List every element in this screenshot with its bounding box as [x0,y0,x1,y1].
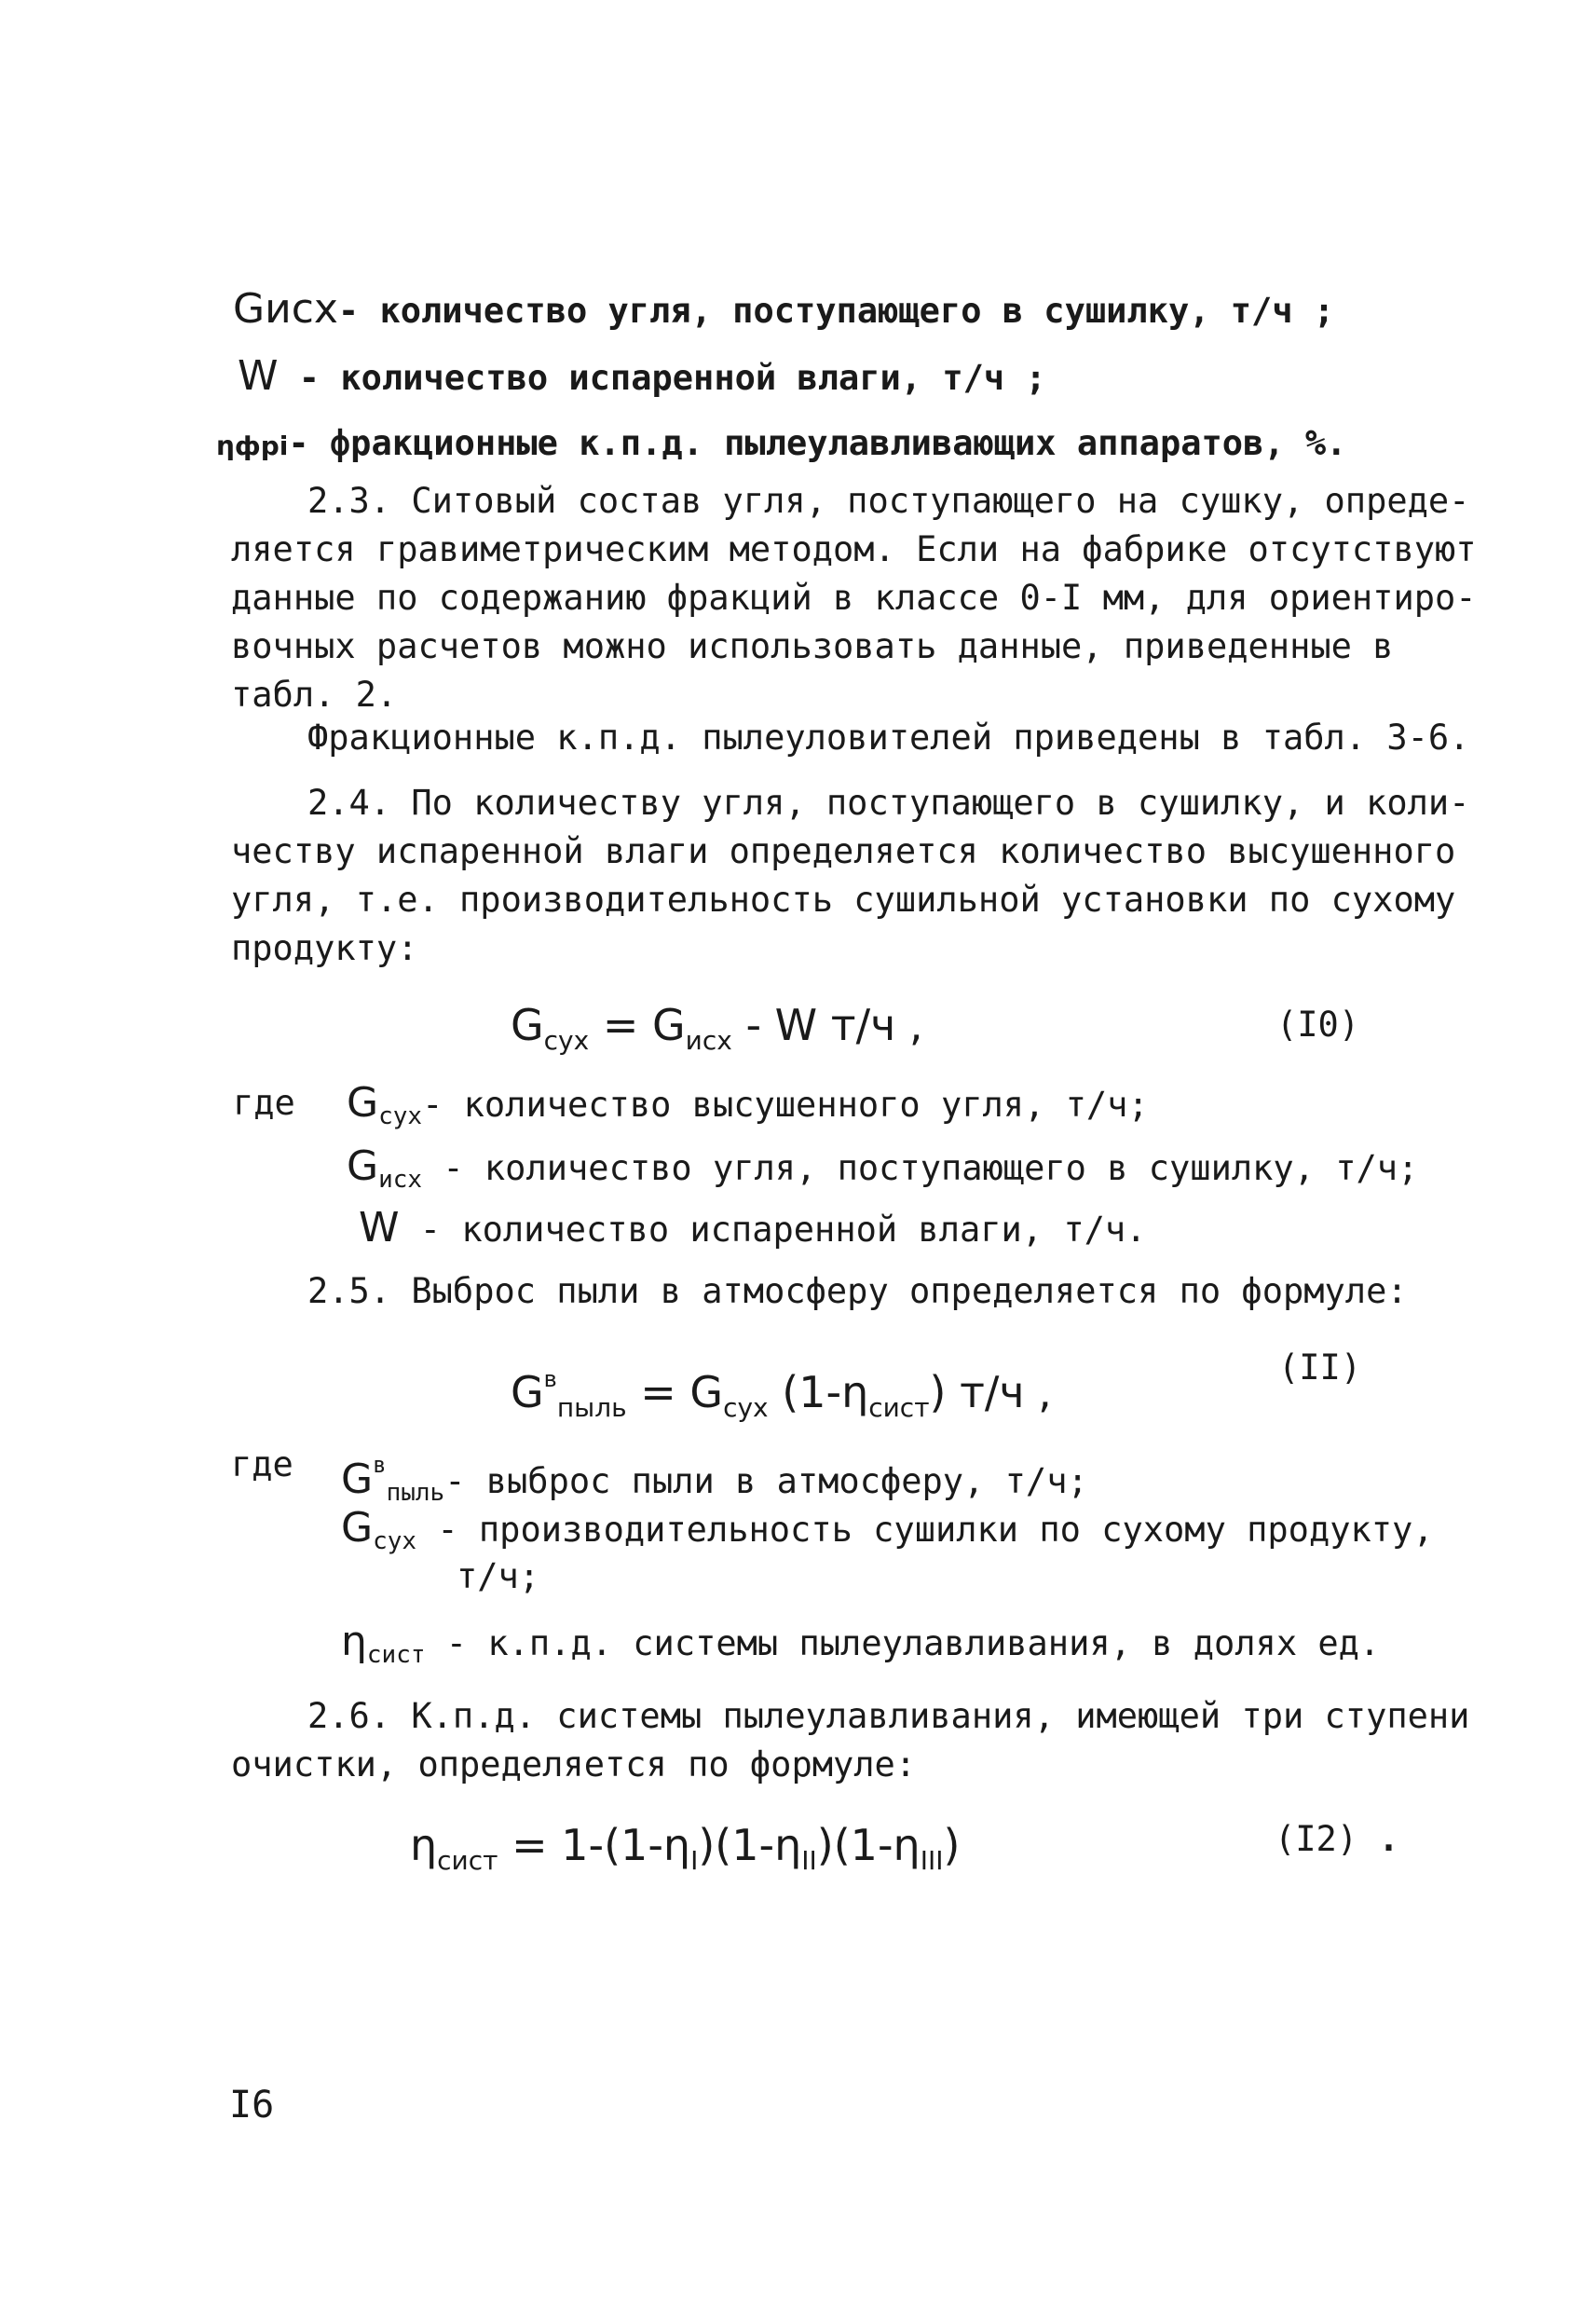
para-2-4-line-2: честву испаренной влаги определяется количество высушенного [231,831,1456,871]
para-fraction: Фракционные к.п.д. пылеуловителей приведены в табл. 3-6. [307,718,1470,758]
formula-11-eta: η [841,1367,869,1417]
para-2-4-line-3: угля, т.е. производительность сушильной установки по сухому [231,880,1456,920]
formula-12-e3: η [893,1820,921,1870]
formula-11-g2: G [689,1367,724,1417]
def11-gsuh-symbol: G [341,1504,374,1552]
def-gish-text: - количество угля, поступающего в сушилку, т/ч ; [337,291,1335,331]
formula-11-eta-sub: сист [868,1392,930,1423]
def11-gpyl-line [341,1443,1088,1515]
formula-12-e3-sub: III [920,1845,944,1876]
def10-gsuh-sub: сух [378,1102,423,1130]
def11-eta-symbol: η [341,1618,367,1665]
formula-11-close: ) т/ч , [929,1367,1052,1417]
def10-gish-line [347,1144,1418,1202]
formula-12-eta-sub: сист [437,1845,498,1876]
def11-gpyl-sup: в [373,1452,387,1478]
def-etafr-line [216,421,1346,469]
para-2-6-line-1: 2.6. К.п.д. системы пылеулавливания, имеющей три ступени [307,1696,1470,1736]
def10-gsuh-symbol: G [347,1079,379,1127]
formula-12-eta: η [410,1820,438,1870]
formula-12-e2: η [774,1820,802,1870]
para-2-4-line-1: 2.4. По количеству угля, поступающего в сушилку, и коли- [307,783,1470,823]
formula-11-number: (II) [1278,1347,1362,1388]
formula-12-e1-sub: I [690,1845,699,1876]
formula-11 [511,1351,1052,1436]
def11-gsuh-cont: т/ч; [457,1556,540,1596]
def10-w-symbol: W [359,1204,400,1251]
def10-gish-symbol: G [347,1142,379,1190]
def10-gish-text: - количество угля, поступающего в сушилку, т/ч; [443,1148,1419,1188]
formula-11-g1-sup: в [543,1366,557,1392]
formula-10-lhs-sub: сух [543,1025,590,1056]
formula-10-g2-sub: исх [685,1025,732,1056]
def-etafr-text: - фракционные к.п.д. пылеулавливающих аппаратов, %. [288,423,1347,463]
formula-10 [511,997,923,1069]
formula-11-g1-sub: пыль [556,1392,627,1423]
symbol-etafr: ηфрi [216,431,289,461]
formula-12-mid1: )(1- [698,1820,775,1870]
formula-11-open: (1- [782,1367,842,1417]
para-2-6-line-2: очистки, определяется по формуле: [231,1744,917,1785]
symbol-w: W [238,352,279,400]
def10-w-line [359,1206,1146,1252]
para-2-3-line-2: ляется гравиметрическим методом. Если на фабрике отсутствуют [231,529,1477,569]
formula-10-eq: = [602,1000,639,1050]
formula-11-eq: = [640,1367,676,1417]
formula-12 [410,1817,960,1889]
formula-12-mid2: )(1- [816,1820,893,1870]
formula-11-g1: G [511,1367,544,1417]
formula-12-number-text: (I2) [1275,1819,1358,1859]
para-2-3-line-1: 2.3. Ситовый состав угля, поступающего на сушку, опреде- [307,481,1470,521]
formula-12-number [1275,1817,1399,1862]
where-label-10: где [233,1083,295,1123]
formula-12-e1: η [662,1820,691,1870]
def11-gpyl-text: - выброс пыли в атмосферу, т/ч; [444,1461,1088,1501]
def-w-line [238,354,1046,401]
para-2-5: 2.5. Выброс пыли в атмосферу определяется по формуле: [307,1271,1408,1311]
formula-11-g2-sub: сух [723,1392,769,1423]
def11-eta-line [341,1620,1380,1677]
def10-gsuh-line [347,1081,1149,1139]
formula-12-e2-sub: II [801,1845,817,1876]
formula-10-number: (I0) [1276,1005,1360,1045]
def11-eta-text: - к.п.д. системы пылеулавливания, в долях ед. [445,1623,1381,1663]
formula-10-g2: G [652,1000,686,1050]
def11-gpyl-symbol: G [341,1456,374,1503]
page-number: I6 [229,2084,275,2126]
formula-12-end: ) [943,1820,961,1870]
def11-gsuh-sub: сух [373,1527,417,1555]
para-2-3-line-5: табл. 2. [231,675,398,715]
def10-gish-sub: исх [378,1166,423,1194]
formula-12-body1: = 1-(1- [512,1820,663,1870]
formula-10-lhs: G [511,1000,544,1050]
def11-eta-sub: сист [366,1641,426,1669]
symbol-gish: Gисх [233,285,338,333]
where-label-11: где [231,1444,293,1484]
para-2-3-line-3: данные по содержанию фракций в классе 0-I мм, для ориентиро- [231,578,1477,618]
para-2-4-line-4: продукту: [231,928,418,968]
def-gish-line [233,287,1334,334]
para-2-3-line-4: вочных расчетов можно использовать данные, приведенные в [231,626,1394,666]
formula-12-dot: . [1378,1819,1399,1859]
def10-w-text: - количество испаренной влаги, т/ч. [419,1210,1147,1250]
def11-gsuh-text: - производительность сушилки по сухому продукту, [437,1510,1434,1550]
def10-gsuh-text: - количество высушенного угля, т/ч; [422,1085,1149,1125]
def11-gpyl-sub: пыль [386,1479,445,1507]
def-w-text: - количество испаренной влаги, т/ч ; [298,358,1046,398]
formula-10-rest: - W т/ч , [745,1000,923,1050]
